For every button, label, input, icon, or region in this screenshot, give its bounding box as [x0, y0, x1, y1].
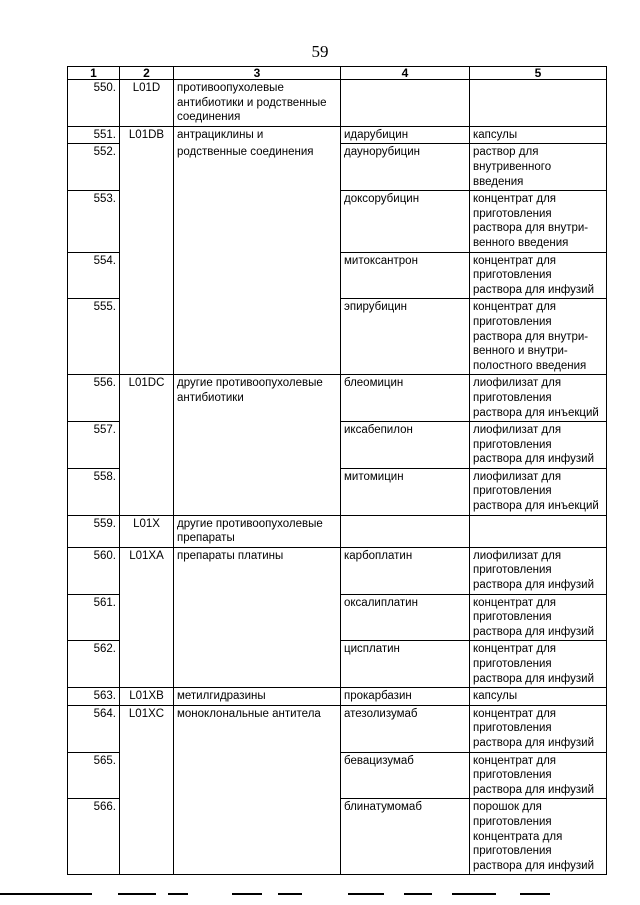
group-name: [174, 468, 341, 515]
atc-code: L01DB: [120, 126, 174, 144]
drug-name: иксабепилон: [341, 422, 470, 469]
drug-name: [341, 515, 470, 547]
drug-name: бевацизумаб: [341, 752, 470, 799]
group-name: [174, 422, 341, 469]
row-number: 552.: [68, 144, 120, 191]
header-row: [68, 67, 607, 80]
scan-edge-marks: [0, 893, 640, 896]
group-name: [174, 252, 341, 299]
row-number: 560.: [68, 547, 120, 594]
dosage-form: концентрат для приготовления раствора для внутри-венного и внутри-полостного введения: [470, 299, 607, 375]
atc-code: [120, 752, 174, 799]
atc-code: L01XC: [120, 705, 174, 752]
dosage-form: лиофилизат для приготовления раствора для инъекций: [470, 468, 607, 515]
drug-name: митомицин: [341, 468, 470, 515]
row-number: 566.: [68, 799, 120, 875]
atc-code: [120, 144, 174, 191]
table-row: [68, 468, 607, 515]
dosage-form: [470, 515, 607, 547]
dosage-form: концентрат для приготовления раствора для внутри-венного введения: [470, 191, 607, 252]
table-row: [68, 594, 607, 641]
atc-code: L01XB: [120, 688, 174, 706]
group-name: другие противоопухолевые препараты: [174, 515, 341, 547]
atc-code: [120, 422, 174, 469]
column-header: 4: [341, 67, 470, 80]
drug-name: эпирубицин: [341, 299, 470, 375]
row-number: 555.: [68, 299, 120, 375]
table-row: [68, 705, 607, 752]
page-number: 59: [311, 42, 329, 61]
table-row: [68, 191, 607, 252]
table-row: [68, 641, 607, 688]
row-number: 561.: [68, 594, 120, 641]
row-number: 553.: [68, 191, 120, 252]
group-name: родственные соединения: [174, 144, 341, 191]
row-number: 556.: [68, 375, 120, 422]
dosage-form: лиофилизат для приготовления раствора для инфузий: [470, 422, 607, 469]
drug-name: прокарбазин: [341, 688, 470, 706]
atc-code: L01D: [120, 80, 174, 127]
drug-name: оксалиплатин: [341, 594, 470, 641]
group-name: антрациклины и: [174, 126, 341, 144]
atc-code: L01X: [120, 515, 174, 547]
table-row: [68, 422, 607, 469]
column-header: 1: [68, 67, 120, 80]
row-number: 565.: [68, 752, 120, 799]
drug-table: [67, 66, 607, 875]
dosage-form: капсулы: [470, 126, 607, 144]
dosage-form: порошок для приготовления концентрата для приготовления раствора для инфузий: [470, 799, 607, 875]
drug-name: атезолизумаб: [341, 705, 470, 752]
group-name: [174, 799, 341, 875]
atc-code: [120, 641, 174, 688]
atc-code: [120, 191, 174, 252]
dosage-form: капсулы: [470, 688, 607, 706]
table-row: [68, 80, 607, 127]
drug-name: митоксантрон: [341, 252, 470, 299]
group-name: [174, 752, 341, 799]
drug-name: доксорубицин: [341, 191, 470, 252]
drug-name: [341, 80, 470, 127]
table-row: [68, 515, 607, 547]
dosage-form: концентрат для приготовления раствора для инфузий: [470, 594, 607, 641]
group-name: противоопухолевые антибиотики и родственные соединения: [174, 80, 341, 127]
column-header: 2: [120, 67, 174, 80]
dosage-form: концентрат для приготовления раствора для инфузий: [470, 752, 607, 799]
dosage-form: концентрат для приготовления раствора для инфузий: [470, 252, 607, 299]
drug-name: цисплатин: [341, 641, 470, 688]
group-name: моноклональные антитела: [174, 705, 341, 752]
row-number: 554.: [68, 252, 120, 299]
table-row: [68, 375, 607, 422]
table-row: [68, 144, 607, 191]
atc-code: L01XA: [120, 547, 174, 594]
atc-code: [120, 799, 174, 875]
group-name: [174, 191, 341, 252]
drug-name: блинатумомаб: [341, 799, 470, 875]
row-number: 559.: [68, 515, 120, 547]
row-number: 564.: [68, 705, 120, 752]
table-row: [68, 299, 607, 375]
row-number: 562.: [68, 641, 120, 688]
group-name: [174, 299, 341, 375]
row-number: 550.: [68, 80, 120, 127]
drug-name: даунорубицин: [341, 144, 470, 191]
dosage-form: лиофилизат для приготовления раствора для инъекций: [470, 375, 607, 422]
dosage-form: концентрат для приготовления раствора для инфузий: [470, 641, 607, 688]
row-number: 558.: [68, 468, 120, 515]
group-name: [174, 594, 341, 641]
table-row: [68, 799, 607, 875]
row-number: 557.: [68, 422, 120, 469]
dosage-form: [470, 80, 607, 127]
group-name: другие противоопухолевые антибиотики: [174, 375, 341, 422]
table-row: [68, 547, 607, 594]
table-row: [68, 252, 607, 299]
dosage-form: концентрат для приготовления раствора для инфузий: [470, 705, 607, 752]
row-number: 563.: [68, 688, 120, 706]
table-row: [68, 688, 607, 706]
drug-name: блеомицин: [341, 375, 470, 422]
group-name: препараты платины: [174, 547, 341, 594]
atc-code: [120, 468, 174, 515]
drug-name: идарубицин: [341, 126, 470, 144]
table-row: [68, 126, 607, 144]
row-number: 551.: [68, 126, 120, 144]
atc-code: [120, 594, 174, 641]
group-name: метилгидразины: [174, 688, 341, 706]
dosage-form: лиофилизат для приготовления раствора для инфузий: [470, 547, 607, 594]
column-header: 3: [174, 67, 341, 80]
group-name: [174, 641, 341, 688]
table-row: [68, 752, 607, 799]
drug-name: карбоплатин: [341, 547, 470, 594]
atc-code: [120, 299, 174, 375]
column-header: 5: [470, 67, 607, 80]
atc-code: L01DC: [120, 375, 174, 422]
atc-code: [120, 252, 174, 299]
dosage-form: раствор для внутривенного введения: [470, 144, 607, 191]
